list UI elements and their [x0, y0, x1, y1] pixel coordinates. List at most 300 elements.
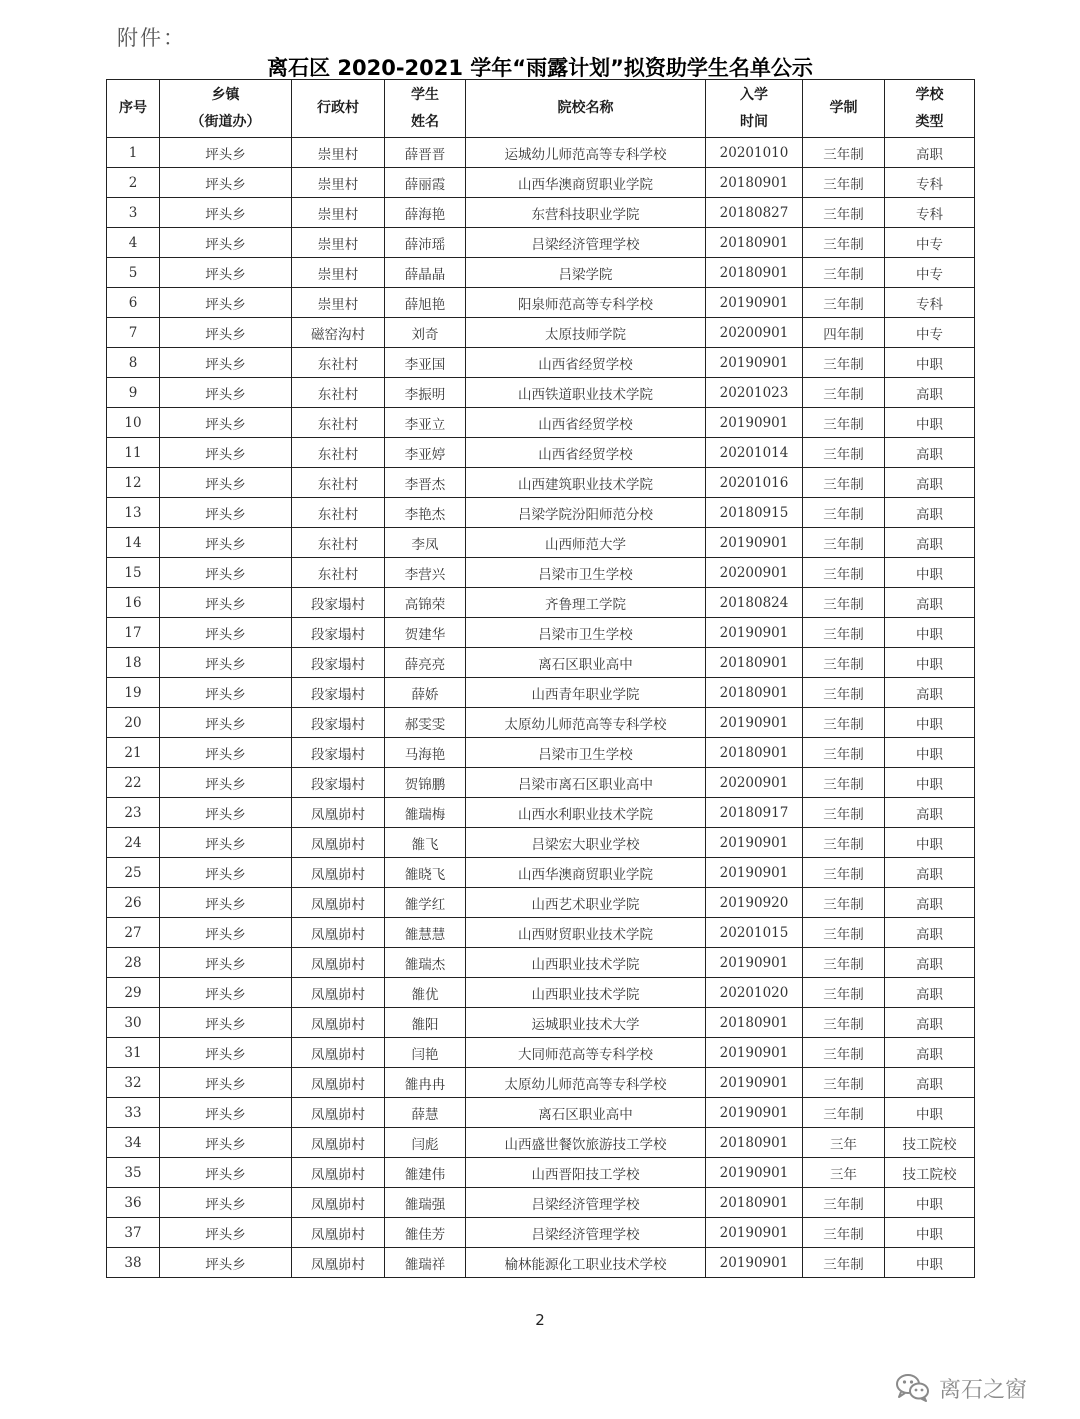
cell-village: 东社村 [292, 438, 385, 468]
cell-school-type: 中职 [885, 1248, 975, 1278]
cell-student-name: 李营兴 [385, 558, 466, 588]
table-row [107, 1188, 975, 1218]
table-header-row [107, 80, 975, 138]
cell-school-type: 中职 [885, 708, 975, 738]
table-row [107, 768, 975, 798]
cell-index: 7 [107, 318, 160, 348]
cell-index: 18 [107, 648, 160, 678]
cell-index: 27 [107, 918, 160, 948]
cell-township: 坪头乡 [160, 978, 292, 1008]
cell-duration: 三年制 [803, 978, 885, 1008]
cell-enroll-date: 20190920 [706, 888, 803, 918]
cell-school-type: 中职 [885, 738, 975, 768]
cell-school-type: 中专 [885, 258, 975, 288]
cell-index: 21 [107, 738, 160, 768]
cell-village: 崇里村 [292, 138, 385, 168]
cell-student-name: 薛晶晶 [385, 258, 466, 288]
cell-village: 崇里村 [292, 168, 385, 198]
cell-school-name: 山西省经贸学校 [466, 408, 706, 438]
header-text: 乡镇 [211, 86, 240, 103]
table-row [107, 828, 975, 858]
cell-enroll-date: 20201023 [706, 378, 803, 408]
cell-enroll-date: 20180824 [706, 588, 803, 618]
cell-enroll-date: 20190901 [706, 1068, 803, 1098]
cell-student-name: 贺建华 [385, 618, 466, 648]
table-row [107, 318, 975, 348]
cell-duration: 三年制 [803, 588, 885, 618]
cell-township: 坪头乡 [160, 1218, 292, 1248]
cell-school-type: 专科 [885, 168, 975, 198]
cell-village: 东社村 [292, 378, 385, 408]
cell-village: 凤凰峁村 [292, 1158, 385, 1188]
cell-township: 坪头乡 [160, 258, 292, 288]
cell-school-name: 吕梁学院 [466, 258, 706, 288]
cell-duration: 四年制 [803, 318, 885, 348]
cell-student-name: 闫彪 [385, 1128, 466, 1158]
cell-village: 东社村 [292, 468, 385, 498]
cell-duration: 三年制 [803, 738, 885, 768]
header-student-name [385, 80, 466, 138]
cell-school-name: 太原技师学院 [466, 318, 706, 348]
cell-duration: 三年制 [803, 528, 885, 558]
cell-student-name: 薛娇 [385, 678, 466, 708]
cell-township: 坪头乡 [160, 408, 292, 438]
cell-enroll-date: 20201010 [706, 138, 803, 168]
cell-township: 坪头乡 [160, 288, 292, 318]
cell-student-name: 闫艳 [385, 1038, 466, 1068]
table-row [107, 468, 975, 498]
cell-school-type: 高职 [885, 438, 975, 468]
cell-village: 凤凰峁村 [292, 888, 385, 918]
cell-township: 坪头乡 [160, 1158, 292, 1188]
cell-index: 24 [107, 828, 160, 858]
header-text: 院校名称 [557, 100, 614, 116]
cell-village: 崇里村 [292, 258, 385, 288]
cell-school-name: 山西财贸职业技术学院 [466, 918, 706, 948]
cell-township: 坪头乡 [160, 678, 292, 708]
cell-enroll-date: 20180901 [706, 168, 803, 198]
cell-duration: 三年制 [803, 288, 885, 318]
cell-village: 凤凰峁村 [292, 858, 385, 888]
cell-school-name: 吕梁宏大职业学校 [466, 828, 706, 858]
cell-township: 坪头乡 [160, 348, 292, 378]
cell-index: 37 [107, 1218, 160, 1248]
cell-duration: 三年制 [803, 258, 885, 288]
cell-school-type: 中职 [885, 618, 975, 648]
cell-school-type: 高职 [885, 1068, 975, 1098]
cell-enroll-date: 20200901 [706, 318, 803, 348]
table-row [107, 558, 975, 588]
cell-student-name: 李亚立 [385, 408, 466, 438]
cell-village: 东社村 [292, 528, 385, 558]
table-row [107, 1218, 975, 1248]
cell-index: 19 [107, 678, 160, 708]
header-text: 序号 [119, 100, 147, 116]
cell-student-name: 雒晓飞 [385, 858, 466, 888]
header-text: 学生 [411, 86, 439, 103]
cell-township: 坪头乡 [160, 438, 292, 468]
cell-village: 凤凰峁村 [292, 918, 385, 948]
cell-enroll-date: 20190901 [706, 1248, 803, 1278]
cell-township: 坪头乡 [160, 198, 292, 228]
cell-enroll-date: 20190901 [706, 708, 803, 738]
header-text: 类型 [915, 113, 944, 130]
cell-index: 36 [107, 1188, 160, 1218]
cell-student-name: 雒建伟 [385, 1158, 466, 1188]
cell-enroll-date: 20190901 [706, 408, 803, 438]
cell-school-name: 山西职业技术学院 [466, 978, 706, 1008]
cell-school-name: 山西华澳商贸职业学院 [466, 168, 706, 198]
cell-duration: 三年制 [803, 168, 885, 198]
table-row [107, 798, 975, 828]
cell-school-name: 榆林能源化工职业技术学校 [466, 1248, 706, 1278]
cell-enroll-date: 20201014 [706, 438, 803, 468]
cell-township: 坪头乡 [160, 768, 292, 798]
cell-duration: 三年制 [803, 1098, 885, 1128]
cell-school-type: 中职 [885, 1218, 975, 1248]
cell-duration: 三年制 [803, 198, 885, 228]
cell-enroll-date: 20190901 [706, 1098, 803, 1128]
cell-village: 崇里村 [292, 198, 385, 228]
cell-enroll-date: 20180917 [706, 798, 803, 828]
student-list-table [106, 79, 975, 1278]
cell-index: 5 [107, 258, 160, 288]
table-row [107, 858, 975, 888]
cell-school-type: 高职 [885, 468, 975, 498]
cell-school-name: 大同师范高等专科学校 [466, 1038, 706, 1068]
cell-student-name: 薛丽霞 [385, 168, 466, 198]
cell-student-name: 薛晋晋 [385, 138, 466, 168]
table-row [107, 408, 975, 438]
table-row [107, 1248, 975, 1278]
cell-township: 坪头乡 [160, 528, 292, 558]
cell-village: 崇里村 [292, 288, 385, 318]
cell-school-type: 中职 [885, 558, 975, 588]
cell-school-type: 技工院校 [885, 1158, 975, 1188]
cell-school-name: 吕梁经济管理学校 [466, 1188, 706, 1218]
cell-duration: 三年 [803, 1128, 885, 1158]
cell-school-type: 中专 [885, 228, 975, 258]
cell-school-type: 中专 [885, 318, 975, 348]
cell-school-name: 吕梁市卫生学校 [466, 558, 706, 588]
cell-student-name: 郝雯雯 [385, 708, 466, 738]
cell-index: 33 [107, 1098, 160, 1128]
cell-index: 3 [107, 198, 160, 228]
cell-school-type: 高职 [885, 858, 975, 888]
cell-village: 东社村 [292, 498, 385, 528]
cell-school-type: 中职 [885, 828, 975, 858]
cell-duration: 三年制 [803, 918, 885, 948]
cell-school-type: 高职 [885, 678, 975, 708]
table-row [107, 168, 975, 198]
header-school-type [885, 80, 975, 138]
cell-index: 38 [107, 1248, 160, 1278]
cell-enroll-date: 20201015 [706, 918, 803, 948]
table-row [107, 438, 975, 468]
cell-village: 凤凰峁村 [292, 1128, 385, 1158]
table-row [107, 948, 975, 978]
cell-student-name: 李亚国 [385, 348, 466, 378]
cell-township: 坪头乡 [160, 858, 292, 888]
cell-enroll-date: 20190901 [706, 1038, 803, 1068]
cell-school-name: 山西青年职业学院 [466, 678, 706, 708]
cell-enroll-date: 20180901 [706, 1188, 803, 1218]
table-row [107, 528, 975, 558]
cell-school-name: 吕梁市卫生学校 [466, 618, 706, 648]
cell-school-name: 离石区职业高中 [466, 1098, 706, 1128]
cell-enroll-date: 20200901 [706, 558, 803, 588]
header-school-name [466, 80, 706, 138]
cell-enroll-date: 20190901 [706, 1158, 803, 1188]
table-row [107, 978, 975, 1008]
cell-enroll-date: 20180827 [706, 198, 803, 228]
cell-school-name: 山西水利职业技术学院 [466, 798, 706, 828]
table-row [107, 378, 975, 408]
cell-index: 32 [107, 1068, 160, 1098]
cell-student-name: 薛慧 [385, 1098, 466, 1128]
cell-student-name: 雒飞 [385, 828, 466, 858]
cell-student-name: 李艳杰 [385, 498, 466, 528]
cell-index: 20 [107, 708, 160, 738]
cell-school-name: 齐鲁理工学院 [466, 588, 706, 618]
table-row [107, 1008, 975, 1038]
cell-index: 1 [107, 138, 160, 168]
cell-township: 坪头乡 [160, 1008, 292, 1038]
cell-duration: 三年制 [803, 1218, 885, 1248]
cell-school-type: 高职 [885, 948, 975, 978]
cell-village: 段家塌村 [292, 768, 385, 798]
cell-school-type: 高职 [885, 1008, 975, 1038]
cell-school-name: 山西艺术职业学院 [466, 888, 706, 918]
cell-student-name: 高锦荣 [385, 588, 466, 618]
cell-village: 凤凰峁村 [292, 1008, 385, 1038]
cell-township: 坪头乡 [160, 738, 292, 768]
cell-school-name: 吕梁市离石区职业高中 [466, 768, 706, 798]
cell-index: 23 [107, 798, 160, 828]
cell-township: 坪头乡 [160, 228, 292, 258]
cell-school-type: 高职 [885, 498, 975, 528]
cell-duration: 三年制 [803, 828, 885, 858]
watermark [895, 1372, 1027, 1404]
table-row [107, 258, 975, 288]
cell-duration: 三年制 [803, 948, 885, 978]
header-index [107, 80, 160, 138]
cell-enroll-date: 20180901 [706, 1008, 803, 1038]
cell-enroll-date: 20190901 [706, 858, 803, 888]
cell-enroll-date: 20180901 [706, 648, 803, 678]
cell-duration: 三年制 [803, 1248, 885, 1278]
cell-township: 坪头乡 [160, 918, 292, 948]
cell-duration: 三年制 [803, 498, 885, 528]
cell-index: 30 [107, 1008, 160, 1038]
cell-school-type: 高职 [885, 798, 975, 828]
cell-student-name: 雒冉冉 [385, 1068, 466, 1098]
table-row [107, 618, 975, 648]
cell-duration: 三年制 [803, 768, 885, 798]
wechat-icon [895, 1373, 931, 1403]
cell-index: 8 [107, 348, 160, 378]
cell-student-name: 雒优 [385, 978, 466, 1008]
cell-village: 东社村 [292, 408, 385, 438]
cell-township: 坪头乡 [160, 588, 292, 618]
cell-duration: 三年制 [803, 468, 885, 498]
cell-school-name: 山西职业技术学院 [466, 948, 706, 978]
cell-enroll-date: 20190901 [706, 618, 803, 648]
header-text: （街道办） [190, 113, 261, 130]
cell-township: 坪头乡 [160, 1188, 292, 1218]
cell-duration: 三年制 [803, 378, 885, 408]
cell-duration: 三年制 [803, 1038, 885, 1068]
cell-index: 11 [107, 438, 160, 468]
table-row [107, 198, 975, 228]
cell-school-type: 高职 [885, 978, 975, 1008]
cell-school-type: 中职 [885, 648, 975, 678]
cell-enroll-date: 20180901 [706, 678, 803, 708]
cell-student-name: 马海艳 [385, 738, 466, 768]
cell-school-type: 中职 [885, 408, 975, 438]
cell-school-name: 吕梁学院汾阳师范分校 [466, 498, 706, 528]
cell-enroll-date: 20180915 [706, 498, 803, 528]
cell-village: 磁窑沟村 [292, 318, 385, 348]
header-text: 入学 [740, 86, 768, 103]
cell-township: 坪头乡 [160, 378, 292, 408]
cell-duration: 三年制 [803, 888, 885, 918]
table-row [107, 708, 975, 738]
cell-school-name: 运城幼儿师范高等专科学校 [466, 138, 706, 168]
table-row [107, 1128, 975, 1158]
cell-index: 6 [107, 288, 160, 318]
cell-index: 15 [107, 558, 160, 588]
cell-index: 29 [107, 978, 160, 1008]
cell-index: 4 [107, 228, 160, 258]
cell-index: 28 [107, 948, 160, 978]
cell-village: 凤凰峁村 [292, 978, 385, 1008]
cell-school-type: 中职 [885, 768, 975, 798]
cell-school-name: 吕梁经济管理学校 [466, 228, 706, 258]
cell-township: 坪头乡 [160, 1098, 292, 1128]
table-row [107, 1068, 975, 1098]
cell-village: 崇里村 [292, 228, 385, 258]
cell-township: 坪头乡 [160, 1068, 292, 1098]
cell-school-type: 高职 [885, 588, 975, 618]
cell-school-name: 吕梁市卫生学校 [466, 738, 706, 768]
cell-student-name: 李振明 [385, 378, 466, 408]
cell-school-name: 吕梁经济管理学校 [466, 1218, 706, 1248]
header-text: 学制 [829, 100, 858, 116]
header-village [292, 80, 385, 138]
cell-school-name: 山西师范大学 [466, 528, 706, 558]
document-title: 离石区 2020-2021 学年“雨露计划”拟资助学生名单公示 [267, 56, 813, 80]
cell-index: 9 [107, 378, 160, 408]
cell-township: 坪头乡 [160, 558, 292, 588]
cell-index: 25 [107, 858, 160, 888]
cell-student-name: 雒瑞梅 [385, 798, 466, 828]
cell-enroll-date: 20190901 [706, 1218, 803, 1248]
cell-village: 凤凰峁村 [292, 798, 385, 828]
table-body [107, 138, 975, 1278]
cell-school-type: 高职 [885, 378, 975, 408]
cell-index: 34 [107, 1128, 160, 1158]
cell-school-name: 太原幼儿师范高等专科学校 [466, 708, 706, 738]
cell-index: 14 [107, 528, 160, 558]
cell-index: 31 [107, 1038, 160, 1068]
header-township [160, 80, 292, 138]
cell-student-name: 薛沛瑶 [385, 228, 466, 258]
cell-township: 坪头乡 [160, 708, 292, 738]
cell-enroll-date: 20180901 [706, 258, 803, 288]
table-row [107, 588, 975, 618]
cell-school-name: 山西省经贸学校 [466, 438, 706, 468]
cell-student-name: 李亚婷 [385, 438, 466, 468]
cell-school-type: 专科 [885, 288, 975, 318]
cell-duration: 三年制 [803, 558, 885, 588]
cell-enroll-date: 20180901 [706, 738, 803, 768]
cell-township: 坪头乡 [160, 888, 292, 918]
cell-village: 凤凰峁村 [292, 1188, 385, 1218]
cell-village: 段家塌村 [292, 648, 385, 678]
header-enroll-date [706, 80, 803, 138]
cell-school-name: 山西华澳商贸职业学院 [466, 858, 706, 888]
cell-duration: 三年制 [803, 138, 885, 168]
cell-student-name: 贺锦鹏 [385, 768, 466, 798]
cell-township: 坪头乡 [160, 828, 292, 858]
cell-school-name: 运城职业技术大学 [466, 1008, 706, 1038]
cell-village: 凤凰峁村 [292, 948, 385, 978]
cell-duration: 三年制 [803, 858, 885, 888]
cell-index: 10 [107, 408, 160, 438]
cell-student-name: 雒瑞祥 [385, 1248, 466, 1278]
cell-township: 坪头乡 [160, 468, 292, 498]
cell-enroll-date: 20180901 [706, 228, 803, 258]
table-row [107, 888, 975, 918]
cell-index: 35 [107, 1158, 160, 1188]
cell-duration: 三年制 [803, 228, 885, 258]
cell-township: 坪头乡 [160, 168, 292, 198]
table-row [107, 288, 975, 318]
cell-township: 坪头乡 [160, 648, 292, 678]
cell-enroll-date: 20190901 [706, 528, 803, 558]
table-row [107, 1038, 975, 1068]
cell-enroll-date: 20190901 [706, 948, 803, 978]
table-row [107, 918, 975, 948]
cell-village: 凤凰峁村 [292, 1248, 385, 1278]
table-row [107, 648, 975, 678]
cell-school-name: 离石区职业高中 [466, 648, 706, 678]
cell-school-type: 高职 [885, 138, 975, 168]
page-number: 2 [535, 1311, 545, 1329]
cell-township: 坪头乡 [160, 318, 292, 348]
header-text: 行政村 [317, 100, 359, 116]
cell-duration: 三年制 [803, 1068, 885, 1098]
cell-student-name: 雒阳 [385, 1008, 466, 1038]
cell-index: 2 [107, 168, 160, 198]
cell-student-name: 雒学红 [385, 888, 466, 918]
cell-school-type: 高职 [885, 918, 975, 948]
cell-school-name: 阳泉师范高等专科学校 [466, 288, 706, 318]
cell-village: 凤凰峁村 [292, 1098, 385, 1128]
cell-duration: 三年制 [803, 408, 885, 438]
cell-village: 段家塌村 [292, 618, 385, 648]
header-duration [803, 80, 885, 138]
cell-enroll-date: 20180901 [706, 1128, 803, 1158]
cell-school-name: 山西盛世餐饮旅游技工学校 [466, 1128, 706, 1158]
cell-township: 坪头乡 [160, 498, 292, 528]
cell-student-name: 雒瑞杰 [385, 948, 466, 978]
cell-school-name: 山西省经贸学校 [466, 348, 706, 378]
cell-enroll-date: 20190901 [706, 288, 803, 318]
cell-index: 22 [107, 768, 160, 798]
header-text: 学校 [915, 86, 944, 103]
